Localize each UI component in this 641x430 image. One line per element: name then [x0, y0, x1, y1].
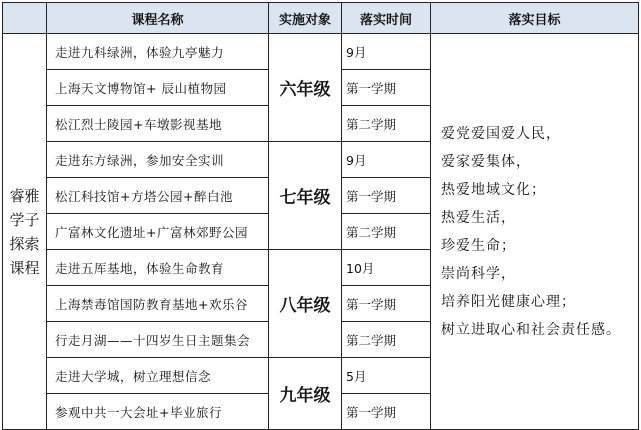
header-category	[3, 3, 47, 34]
time-cell: 10月	[342, 250, 431, 286]
course-name: 上海天文博物馆+ 辰山植物园	[47, 70, 269, 106]
course-name: 走进九科绿洲，体验九亭魅力	[47, 34, 269, 70]
goal-line: 树立进取心和社会责任感。	[441, 321, 621, 338]
goal-line: 爱家爱集体，	[441, 153, 531, 170]
time-cell: 第二学期	[342, 214, 431, 250]
grade-label: 六年级	[269, 34, 342, 142]
header-course-name: 课程名称	[47, 3, 269, 34]
goal-line: 热爱地域文化；	[441, 181, 546, 198]
goal-line: 培养阳光健康心理；	[441, 293, 576, 310]
category-line: 睿雅	[9, 186, 40, 205]
grade-label: 八年级	[269, 250, 342, 358]
category-line: 课程	[9, 258, 40, 277]
course-name: 走进东方绿洲，参加安全实训	[47, 142, 269, 178]
course-name: 参观中共一大会址+毕业旅行	[47, 394, 269, 430]
curriculum-table	[2, 2, 639, 430]
table-wrapper	[2, 2, 639, 430]
category-line: 探索	[9, 234, 40, 253]
course-name: 广富林文化遗址+广富林郊野公园	[47, 214, 269, 250]
time-cell: 第一学期	[342, 70, 431, 106]
time-cell: 第一学期	[342, 286, 431, 322]
time-cell: 第一学期	[342, 178, 431, 214]
time-cell: 9月	[342, 34, 431, 70]
goal-line: 爱党爱国爱人民，	[441, 125, 561, 142]
header-goal: 落实目标	[431, 3, 639, 34]
course-name: 走进大学城，树立理想信念	[47, 358, 269, 394]
course-name: 走进五厍基地，体验生命教育	[47, 250, 269, 286]
category-cell	[3, 34, 47, 430]
course-name: 上海禁毒馆国防教育基地+欢乐谷	[47, 286, 269, 322]
time-cell: 第一学期	[342, 394, 431, 430]
header-time: 落实时间	[342, 3, 431, 34]
goals-cell	[431, 34, 639, 430]
goal-line: 热爱生活，	[441, 209, 516, 226]
time-cell: 9月	[342, 142, 431, 178]
category-line: 学子	[9, 210, 40, 229]
table-row	[3, 34, 639, 70]
time-cell: 第二学期	[342, 106, 431, 142]
goal-line: 珍爱生命；	[441, 237, 516, 254]
course-name: 行走月湖——十四岁生日主题集会	[47, 322, 269, 358]
time-cell: 第二学期	[342, 322, 431, 358]
goal-line: 崇尚科学，	[441, 265, 516, 282]
time-cell: 5月	[342, 358, 431, 394]
course-name: 松江科技馆+方塔公园+醉白池	[47, 178, 269, 214]
grade-label: 七年级	[269, 142, 342, 250]
header-target: 实施对象	[269, 3, 342, 34]
header-row	[3, 3, 639, 34]
grade-label: 九年级	[269, 358, 342, 430]
course-name: 松江烈士陵园+车墩影视基地	[47, 106, 269, 142]
